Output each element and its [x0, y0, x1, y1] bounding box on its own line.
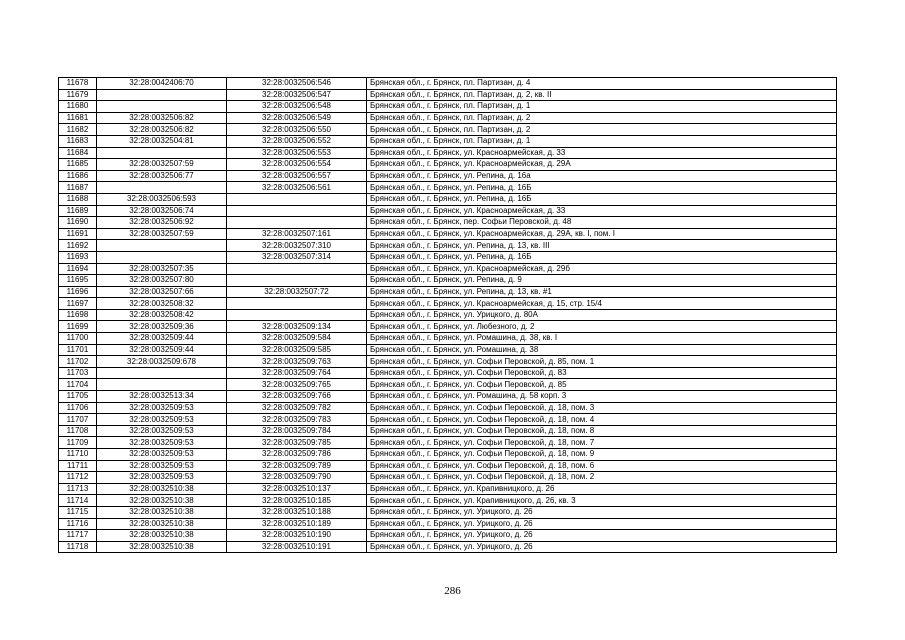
- registry-table: [58, 77, 837, 553]
- object-cadastral-number-cell: 32:28:0032509:783: [227, 414, 367, 426]
- row-number-cell: 11684: [59, 147, 97, 159]
- address-cell: Брянская обл., г. Брянск, ул. Софьи Перовской, д. 18, пом. 4: [367, 414, 837, 426]
- row-number-cell: 11706: [59, 402, 97, 414]
- table-row: [59, 530, 837, 542]
- address-cell: Брянская обл., г. Брянск, ул. Ромашина, д. 58 корп. 3: [367, 391, 837, 403]
- address-cell: Брянская обл., г. Брянск, пл. Партизан, д. 1: [367, 135, 837, 147]
- address-cell: Брянская обл., г. Брянск, ул. Софьи Перовской, д. 18, пом. 8: [367, 425, 837, 437]
- object-cadastral-number-cell: 32:28:0032507:161: [227, 228, 367, 240]
- cadastral-number-cell: 32:28:0032509:53: [97, 460, 227, 472]
- object-cadastral-number-cell: 32:28:0032506:550: [227, 124, 367, 136]
- object-cadastral-number-cell: [227, 309, 367, 321]
- object-cadastral-number-cell: 32:28:0032509:765: [227, 379, 367, 391]
- row-number-cell: 11682: [59, 124, 97, 136]
- address-cell: Брянская обл., г. Брянск, ул. Софьи Перовской, д. 18, пом. 3: [367, 402, 837, 414]
- row-number-cell: 11694: [59, 263, 97, 275]
- address-cell: Брянская обл., г. Брянск, ул. Репина, д. 16Б: [367, 182, 837, 194]
- table-row: [59, 147, 837, 159]
- row-number-cell: 11678: [59, 78, 97, 90]
- table-row: [59, 159, 837, 171]
- address-cell: Брянская обл., г. Брянск, ул. Урицкого, д. 80А: [367, 309, 837, 321]
- row-number-cell: 11686: [59, 170, 97, 182]
- table-row: [59, 391, 837, 403]
- address-cell: Брянская обл., г. Брянск, ул. Софьи Перовской, д. 18, пом. 2: [367, 472, 837, 484]
- table-row: [59, 89, 837, 101]
- table-row: [59, 309, 837, 321]
- address-cell: Брянская обл., г. Брянск, ул. Ромашина, д. 38: [367, 344, 837, 356]
- address-cell: Брянская обл., г. Брянск, ул. Софьи Перовской, д. 83: [367, 367, 837, 379]
- table-row: [59, 460, 837, 472]
- row-number-cell: 11702: [59, 356, 97, 368]
- table-row: [59, 518, 837, 530]
- address-cell: Брянская обл., г. Брянск, ул. Красноармейская, д. 15, стр. 15/4: [367, 298, 837, 310]
- object-cadastral-number-cell: 32:28:0032509:785: [227, 437, 367, 449]
- object-cadastral-number-cell: 32:28:0032507:310: [227, 240, 367, 252]
- address-cell: Брянская обл., г. Брянск, ул. Репина, д. 13, кв. III: [367, 240, 837, 252]
- cadastral-number-cell: 32:28:0032509:44: [97, 333, 227, 345]
- cadastral-number-cell: 32:28:0032509:53: [97, 437, 227, 449]
- object-cadastral-number-cell: 32:28:0032507:314: [227, 251, 367, 263]
- object-cadastral-number-cell: 32:28:0032509:782: [227, 402, 367, 414]
- object-cadastral-number-cell: 32:28:0032510:190: [227, 530, 367, 542]
- address-cell: Брянская обл., г. Брянск, ул. Урицкого, д. 26: [367, 518, 837, 530]
- cadastral-number-cell: 32:28:0032507:35: [97, 263, 227, 275]
- cadastral-number-cell: 32:28:0032509:53: [97, 402, 227, 414]
- address-cell: Брянская обл., г. Брянск, ул. Репина, д. 16Б: [367, 193, 837, 205]
- row-number-cell: 11717: [59, 530, 97, 542]
- table-row: [59, 193, 837, 205]
- address-cell: Брянская обл., г. Брянск, ул. Крапивницкого, д. 26, кв. 3: [367, 495, 837, 507]
- row-number-cell: 11685: [59, 159, 97, 171]
- object-cadastral-number-cell: 32:28:0032509:584: [227, 333, 367, 345]
- address-cell: Брянская обл., г. Брянск, ул. Красноармейская, д. 29А, кв. I, пом. I: [367, 228, 837, 240]
- row-number-cell: 11709: [59, 437, 97, 449]
- cadastral-number-cell: 32:28:0032507:66: [97, 286, 227, 298]
- table-row: [59, 240, 837, 252]
- address-cell: Брянская обл., г. Брянск, ул. Красноармейская, д. 33: [367, 147, 837, 159]
- table-row: [59, 321, 837, 333]
- cadastral-number-cell: [97, 89, 227, 101]
- row-number-cell: 11710: [59, 449, 97, 461]
- object-cadastral-number-cell: 32:28:0032506:553: [227, 147, 367, 159]
- row-number-cell: 11697: [59, 298, 97, 310]
- table-row: [59, 483, 837, 495]
- address-cell: Брянская обл., г. Брянск, ул. Софьи Перовской, д. 85, пом. 1: [367, 356, 837, 368]
- table-row: [59, 135, 837, 147]
- address-cell: Брянская обл., г. Брянск, ул. Репина, д. 16а: [367, 170, 837, 182]
- row-number-cell: 11705: [59, 391, 97, 403]
- table-row: [59, 495, 837, 507]
- row-number-cell: 11700: [59, 333, 97, 345]
- row-number-cell: 11683: [59, 135, 97, 147]
- object-cadastral-number-cell: 32:28:0032510:188: [227, 506, 367, 518]
- object-cadastral-number-cell: 32:28:0032510:185: [227, 495, 367, 507]
- cadastral-number-cell: 32:28:0032508:42: [97, 309, 227, 321]
- object-cadastral-number-cell: 32:28:0032510:191: [227, 541, 367, 553]
- object-cadastral-number-cell: 32:28:0032506:548: [227, 101, 367, 113]
- object-cadastral-number-cell: [227, 298, 367, 310]
- table-row: [59, 367, 837, 379]
- address-cell: Брянская обл., г. Брянск, ул. Любезного, д. 2: [367, 321, 837, 333]
- table-row: [59, 217, 837, 229]
- object-cadastral-number-cell: 32:28:0032506:546: [227, 78, 367, 90]
- cadastral-number-cell: 32:28:0032509:44: [97, 344, 227, 356]
- page-number: 286: [444, 585, 461, 597]
- object-cadastral-number-cell: 32:28:0032509:786: [227, 449, 367, 461]
- row-number-cell: 11698: [59, 309, 97, 321]
- table-row: [59, 101, 837, 113]
- object-cadastral-number-cell: 32:28:0032509:789: [227, 460, 367, 472]
- object-cadastral-number-cell: 32:28:0032506:554: [227, 159, 367, 171]
- address-cell: Брянская обл., г. Брянск, ул. Софьи Перовской, д. 18, пом. 6: [367, 460, 837, 472]
- table-row: [59, 437, 837, 449]
- table-row: [59, 298, 837, 310]
- table-row: [59, 124, 837, 136]
- address-cell: Брянская обл., г. Брянск, ул. Урицкого, д. 26: [367, 541, 837, 553]
- table-row: [59, 506, 837, 518]
- address-cell: Брянская обл., г. Брянск, ул. Красноармейская, д. 33: [367, 205, 837, 217]
- cadastral-number-cell: 32:28:0032509:678: [97, 356, 227, 368]
- row-number-cell: 11703: [59, 367, 97, 379]
- row-number-cell: 11716: [59, 518, 97, 530]
- row-number-cell: 11687: [59, 182, 97, 194]
- address-cell: Брянская обл., г. Брянск, пл. Партизан, д. 2: [367, 124, 837, 136]
- row-number-cell: 11688: [59, 193, 97, 205]
- address-cell: Брянская обл., г. Брянск, пл. Партизан, д. 1: [367, 101, 837, 113]
- object-cadastral-number-cell: [227, 205, 367, 217]
- table-row: [59, 344, 837, 356]
- object-cadastral-number-cell: 32:28:0032509:763: [227, 356, 367, 368]
- row-number-cell: 11690: [59, 217, 97, 229]
- object-cadastral-number-cell: [227, 217, 367, 229]
- object-cadastral-number-cell: 32:28:0032509:585: [227, 344, 367, 356]
- address-cell: Брянская обл., г. Брянск, ул. Урицкого, д. 26: [367, 530, 837, 542]
- cadastral-number-cell: 32:28:0032506:92: [97, 217, 227, 229]
- row-number-cell: 11693: [59, 251, 97, 263]
- table-row: [59, 541, 837, 553]
- address-cell: Брянская обл., г. Брянск, ул. Репина, д. 13, кв. #1: [367, 286, 837, 298]
- row-number-cell: 11701: [59, 344, 97, 356]
- cadastral-number-cell: 32:28:0032506:82: [97, 124, 227, 136]
- row-number-cell: 11711: [59, 460, 97, 472]
- row-number-cell: 11712: [59, 472, 97, 484]
- row-number-cell: 11692: [59, 240, 97, 252]
- address-cell: Брянская обл., г. Брянск, ул. Урицкого, д. 26: [367, 506, 837, 518]
- address-cell: Брянская обл., г. Брянск, ул. Крапивницкого, д. 26: [367, 483, 837, 495]
- cadastral-number-cell: 32:28:0032507:59: [97, 159, 227, 171]
- cadastral-number-cell: 32:28:0032504:81: [97, 135, 227, 147]
- address-cell: Брянская обл., г. Брянск, ул. Репина, д. 9: [367, 275, 837, 287]
- cadastral-number-cell: 32:28:0032509:53: [97, 449, 227, 461]
- cadastral-number-cell: 32:28:0032509:53: [97, 425, 227, 437]
- row-number-cell: 11679: [59, 89, 97, 101]
- cadastral-number-cell: 32:28:0032513:34: [97, 391, 227, 403]
- address-cell: Брянская обл., г. Брянск, ул. Софьи Перовской, д. 18, пом. 7: [367, 437, 837, 449]
- cadastral-number-cell: 32:28:0032508:32: [97, 298, 227, 310]
- row-number-cell: 11708: [59, 425, 97, 437]
- object-cadastral-number-cell: 32:28:0032509:134: [227, 321, 367, 333]
- object-cadastral-number-cell: 32:28:0032506:557: [227, 170, 367, 182]
- table-row: [59, 286, 837, 298]
- row-number-cell: 11695: [59, 275, 97, 287]
- cadastral-number-cell: 32:28:0032510:38: [97, 506, 227, 518]
- table-row: [59, 414, 837, 426]
- registry-table-body: [59, 78, 837, 553]
- object-cadastral-number-cell: 32:28:0032509:766: [227, 391, 367, 403]
- object-cadastral-number-cell: 32:28:0032506:549: [227, 112, 367, 124]
- cadastral-number-cell: [97, 379, 227, 391]
- table-row: [59, 425, 837, 437]
- cadastral-number-cell: 32:28:0032506:82: [97, 112, 227, 124]
- cadastral-number-cell: 32:28:0032509:53: [97, 472, 227, 484]
- address-cell: Брянская обл., г. Брянск, ул. Софьи Перовской, д. 85: [367, 379, 837, 391]
- cadastral-number-cell: 32:28:0032509:36: [97, 321, 227, 333]
- cadastral-number-cell: 32:28:0032509:53: [97, 414, 227, 426]
- cadastral-number-cell: [97, 182, 227, 194]
- cadastral-number-cell: 32:28:0032510:38: [97, 541, 227, 553]
- table-row: [59, 78, 837, 90]
- table-row: [59, 205, 837, 217]
- address-cell: Брянская обл., г. Брянск, пер. Софьи Перовской, д. 48: [367, 217, 837, 229]
- row-number-cell: 11691: [59, 228, 97, 240]
- object-cadastral-number-cell: 32:28:0032509:784: [227, 425, 367, 437]
- address-cell: Брянская обл., г. Брянск, пл. Партизан, д. 4: [367, 78, 837, 90]
- table-row: [59, 228, 837, 240]
- address-cell: Брянская обл., г. Брянск, ул. Красноармейская, д. 29б: [367, 263, 837, 275]
- row-number-cell: 11680: [59, 101, 97, 113]
- table-row: [59, 170, 837, 182]
- address-cell: Брянская обл., г. Брянск, ул. Репина, д. 16Б: [367, 251, 837, 263]
- table-row: [59, 449, 837, 461]
- cadastral-number-cell: 32:28:0032510:38: [97, 530, 227, 542]
- address-cell: Брянская обл., г. Брянск, ул. Ромашина, д. 38, кв. I: [367, 333, 837, 345]
- object-cadastral-number-cell: 32:28:0032507:72: [227, 286, 367, 298]
- row-number-cell: 11715: [59, 506, 97, 518]
- cadastral-number-cell: [97, 240, 227, 252]
- row-number-cell: 11696: [59, 286, 97, 298]
- cadastral-number-cell: 32:28:0032506:77: [97, 170, 227, 182]
- row-number-cell: 11681: [59, 112, 97, 124]
- cadastral-number-cell: 32:28:0032507:80: [97, 275, 227, 287]
- object-cadastral-number-cell: 32:28:0032509:790: [227, 472, 367, 484]
- row-number-cell: 11689: [59, 205, 97, 217]
- cadastral-number-cell: 32:28:0032506:593: [97, 193, 227, 205]
- row-number-cell: 11714: [59, 495, 97, 507]
- cadastral-number-cell: 32:28:0032510:38: [97, 483, 227, 495]
- table-row: [59, 182, 837, 194]
- cadastral-number-cell: 32:28:0032510:38: [97, 518, 227, 530]
- object-cadastral-number-cell: 32:28:0032506:552: [227, 135, 367, 147]
- table-row: [59, 356, 837, 368]
- row-number-cell: 11699: [59, 321, 97, 333]
- table-row: [59, 379, 837, 391]
- row-number-cell: 11713: [59, 483, 97, 495]
- object-cadastral-number-cell: [227, 263, 367, 275]
- cadastral-number-cell: 32:28:0032506:74: [97, 205, 227, 217]
- address-cell: Брянская обл., г. Брянск, пл. Партизан, д. 2, кв. II: [367, 89, 837, 101]
- address-cell: Брянская обл., г. Брянск, ул. Софьи Перовской, д. 18, пом. 9: [367, 449, 837, 461]
- object-cadastral-number-cell: 32:28:0032510:137: [227, 483, 367, 495]
- object-cadastral-number-cell: [227, 193, 367, 205]
- table-row: [59, 263, 837, 275]
- cadastral-number-cell: 32:28:0032507:59: [97, 228, 227, 240]
- table-row: [59, 275, 837, 287]
- table-row: [59, 112, 837, 124]
- cadastral-number-cell: 32:28:0042406:70: [97, 78, 227, 90]
- cadastral-number-cell: [97, 147, 227, 159]
- cadastral-number-cell: [97, 367, 227, 379]
- table-row: [59, 402, 837, 414]
- table-row: [59, 472, 837, 484]
- object-cadastral-number-cell: 32:28:0032506:561: [227, 182, 367, 194]
- object-cadastral-number-cell: 32:28:0032506:547: [227, 89, 367, 101]
- row-number-cell: 11707: [59, 414, 97, 426]
- table-row: [59, 333, 837, 345]
- cadastral-number-cell: [97, 101, 227, 113]
- cadastral-number-cell: 32:28:0032510:38: [97, 495, 227, 507]
- row-number-cell: 11704: [59, 379, 97, 391]
- row-number-cell: 11718: [59, 541, 97, 553]
- address-cell: Брянская обл., г. Брянск, пл. Партизан, д. 2: [367, 112, 837, 124]
- table-row: [59, 251, 837, 263]
- object-cadastral-number-cell: 32:28:0032510:189: [227, 518, 367, 530]
- cadastral-number-cell: [97, 251, 227, 263]
- address-cell: Брянская обл., г. Брянск, ул. Красноармейская, д. 29А: [367, 159, 837, 171]
- object-cadastral-number-cell: 32:28:0032509:764: [227, 367, 367, 379]
- object-cadastral-number-cell: [227, 275, 367, 287]
